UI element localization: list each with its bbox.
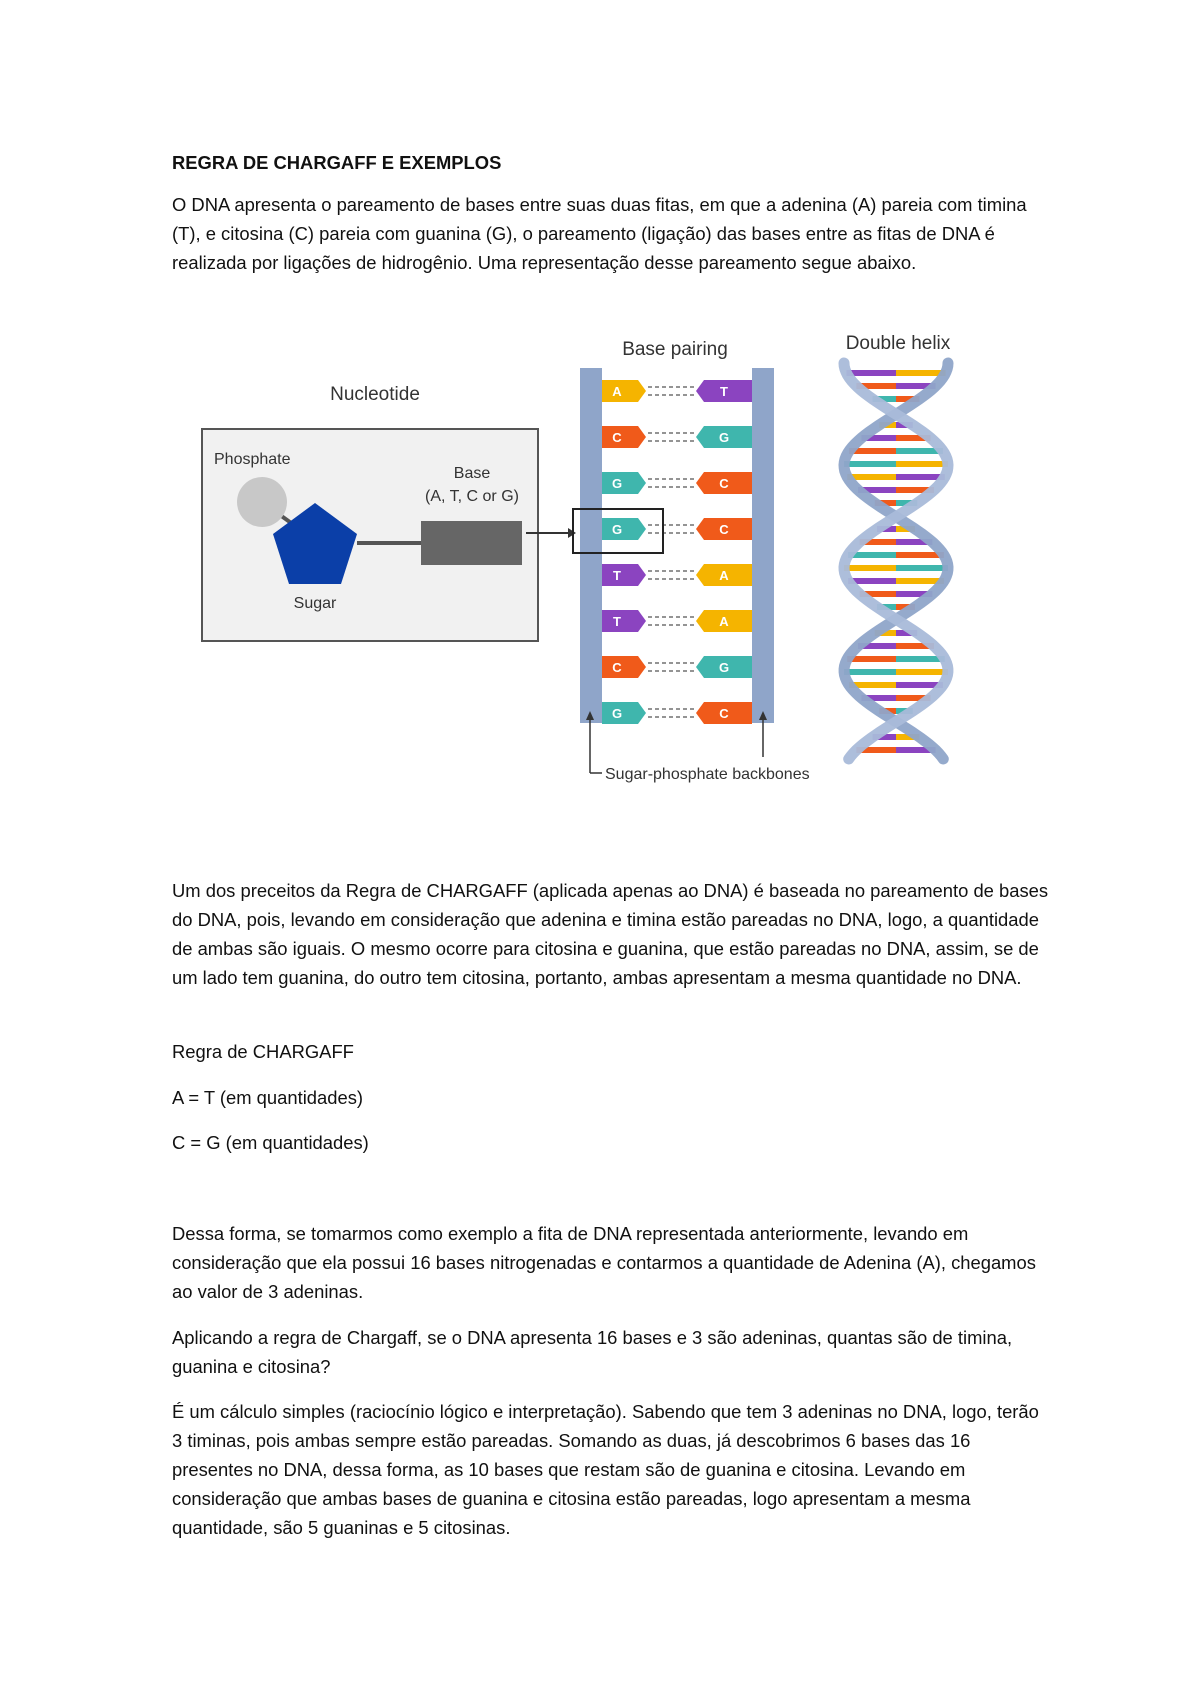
base-left-G — [602, 518, 646, 540]
base-right-letter: G — [718, 430, 730, 445]
paragraph-example: Dessa forma, se tomarmos como exemplo a fita de DNA representada anteriormente, levando em consideração que ela possui 16 bases nitrogenadas e contarmos a quantidade de Adenina (A), chegamos ao valor de 3 adeninas. — [172, 1223, 1036, 1302]
base-pair — [602, 518, 752, 540]
double-helix-title: Double helix — [845, 333, 951, 354]
base-left-C — [602, 656, 646, 678]
double-helix — [844, 363, 948, 759]
paragraph-answer: É um cálculo simples (raciocínio lógico e interpretação). Sabendo que tem 3 adeninas no DNA, logo, terão 3 timinas, pois ambas sempre estão pareadas. Somando as duas, já descobrimos 6 bases das 16 presentes no DNA, dessa forma, as 10 bases que restam são de guanina e citosina. Levando em consideração que ambas bases de guanina e citosina estão pareadas, logo apresentam a mesma quantidade, são 5 guaninas e 5 citosinas. — [172, 1401, 1039, 1538]
paragraph-chargaff-explanation: Um dos preceitos da Regra de CHARGAFF (aplicada apenas ao DNA) é baseada no pareamento de bases do DNA, pois, levando em consideração que adenina e timina estão pareadas no DNA, logo, a quantidade de ambas são iguais. O mesmo ocorre para citosina e guanina, que estão pareadas no DNA, assim, se de um lado tem guanina, do outro tem citosina, portanto, ambas apresentam a mesma quantidade no DNA. — [172, 880, 1049, 988]
sugar-label: Sugar — [293, 595, 337, 612]
base-options-label: (A, T, C or G) — [425, 488, 519, 505]
dna-figure — [190, 325, 990, 795]
base-pair — [602, 426, 752, 448]
base-pair — [602, 656, 752, 678]
nucleotide-panel — [202, 384, 576, 641]
base-left-letter: C — [612, 660, 622, 675]
backbone-right — [752, 368, 774, 723]
base-right-letter: C — [719, 706, 729, 721]
nucleotide-title: Nucleotide — [330, 384, 420, 405]
base-right-letter: A — [719, 614, 729, 629]
paragraph-intro: O DNA apresenta o pareamento de bases entre suas duas fitas, em que a adenina (A) pareia com timina (T), e citosina (C) pareia com guanina (G), o pareamento (ligação) das bases entre as fitas de DNA é realizada por ligações de hidrogênio. Uma representação desse pareamento segue abaixo. — [172, 194, 1027, 273]
base-left-letter: C — [612, 430, 622, 445]
rule-a-equals-t: A = T (em quantidades) — [172, 1087, 364, 1108]
base-left-A — [602, 380, 646, 402]
paragraph-question: Aplicando a regra de Chargaff, se o DNA apresenta 16 bases e 3 são adeninas, quantas são de timina, guanina e citosina? — [172, 1327, 1013, 1377]
base-pair — [602, 610, 752, 632]
rule-c-equals-g: C = G (em quantidades) — [172, 1132, 369, 1153]
base-left-letter: A — [612, 384, 622, 399]
document-title: REGRA DE CHARGAFF E EXEMPLOS — [172, 152, 502, 173]
double-helix-panel — [844, 333, 951, 759]
base-label: Base — [453, 465, 491, 482]
base-right-letter: C — [719, 476, 729, 491]
base-left-letter: G — [611, 522, 623, 537]
base-block — [421, 521, 522, 565]
rule-title: Regra de CHARGAFF — [172, 1041, 354, 1062]
base-right-letter: G — [718, 660, 730, 675]
base-left-G — [602, 702, 646, 724]
base-right-letter: A — [719, 568, 729, 583]
base-left-G — [602, 472, 646, 494]
backbone-label: Sugar-phosphate backbones — [605, 766, 810, 783]
base-pair — [602, 472, 752, 494]
base-pair — [602, 702, 752, 724]
base-left-T — [602, 610, 646, 632]
base-left-letter: G — [611, 706, 623, 721]
base-pair — [602, 564, 752, 586]
base-right-letter: T — [720, 384, 728, 399]
base-pairing-panel — [573, 339, 810, 783]
base-left-T — [602, 564, 646, 586]
base-left-C — [602, 426, 646, 448]
base-left-letter: G — [611, 476, 623, 491]
base-left-letter: T — [613, 614, 621, 629]
backbone-left — [580, 368, 602, 723]
phosphate-circle — [237, 477, 287, 527]
base-pairing-title: Base pairing — [622, 339, 728, 360]
base-left-letter: T — [613, 568, 621, 583]
base-pair — [602, 380, 752, 402]
phosphate-label: Phosphate — [214, 451, 291, 468]
base-right-letter: C — [719, 522, 729, 537]
